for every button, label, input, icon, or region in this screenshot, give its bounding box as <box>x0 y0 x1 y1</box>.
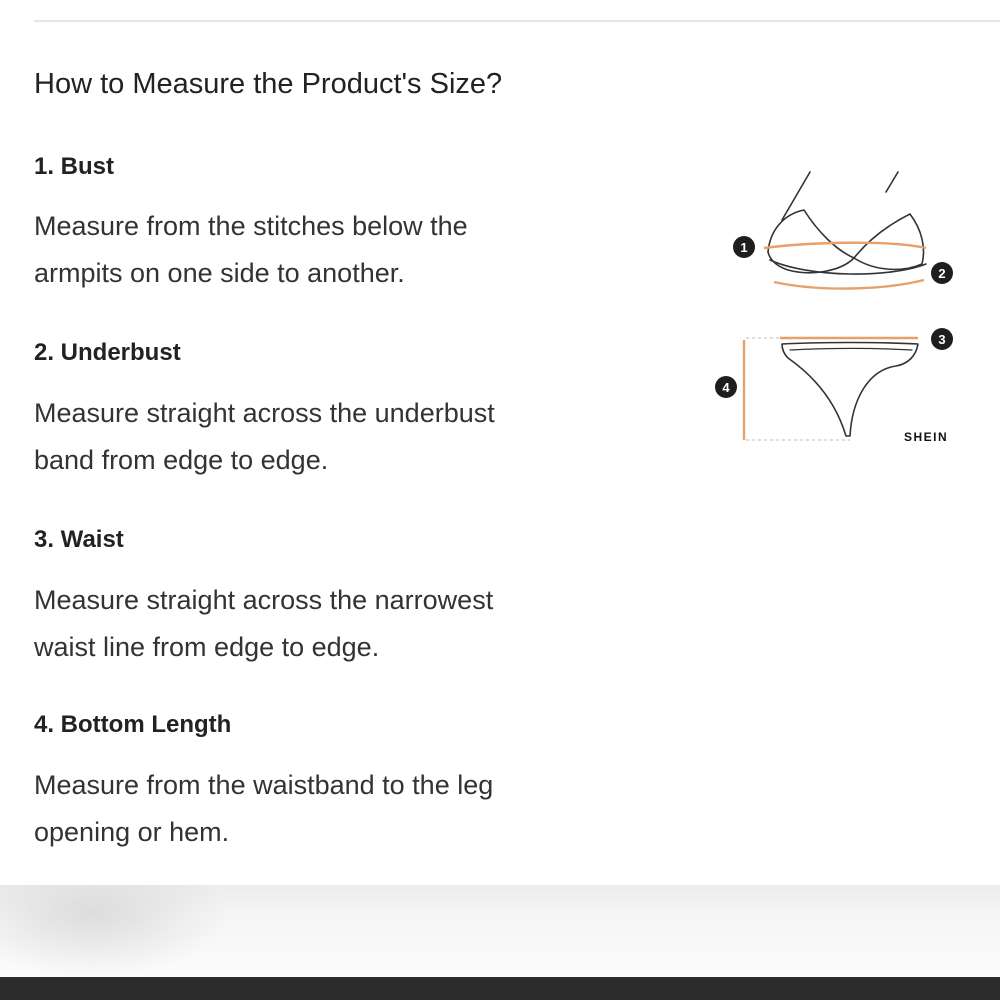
section-body-line: Measure straight across the underbust <box>34 398 495 428</box>
section-body-bust <box>34 203 594 297</box>
section-body-line: Measure from the waistband to the leg <box>34 770 494 800</box>
section-body-line: waist line from edge to edge. <box>34 632 380 662</box>
section-heading-underbust: 2. Underbust <box>34 339 181 366</box>
footer-bar <box>0 977 1000 1000</box>
page-title: How to Measure the Product's Size? <box>34 68 503 100</box>
svg-text:1: 1 <box>740 240 748 255</box>
section-body-underbust <box>34 390 594 484</box>
marker-3-icon <box>931 328 953 350</box>
bikini-bottom-illustration <box>782 343 918 437</box>
section-body-line: Measure from the stitches below the <box>34 211 468 241</box>
marker-1-icon <box>733 236 755 258</box>
section-heading-bottom-length: 4. Bottom Length <box>34 711 232 738</box>
section-body-line: band from edge to edge. <box>34 445 329 475</box>
measurement-illustration <box>700 160 980 470</box>
section-body-bottom-length <box>34 762 594 856</box>
marker-2-icon <box>931 262 953 284</box>
svg-text:4: 4 <box>722 380 730 395</box>
section-heading-bust: 1. Bust <box>34 153 115 180</box>
bottom-shadow-blur <box>0 885 230 977</box>
svg-text:2: 2 <box>938 266 946 281</box>
bikini-top-illustration <box>768 172 926 274</box>
bust-measure-line <box>764 243 926 248</box>
section-body-line: opening or hem. <box>34 817 230 847</box>
top-divider <box>34 20 1000 22</box>
section-heading-waist: 3. Waist <box>34 526 124 553</box>
marker-4-icon <box>715 376 737 398</box>
svg-text:3: 3 <box>938 332 946 347</box>
section-body-waist <box>34 577 594 671</box>
underbust-measure-line <box>774 280 924 289</box>
section-body-line: Measure straight across the narrowest <box>34 585 494 615</box>
brand-logo: SHEIN <box>904 430 949 444</box>
section-body-line: armpits on one side to another. <box>34 258 405 288</box>
